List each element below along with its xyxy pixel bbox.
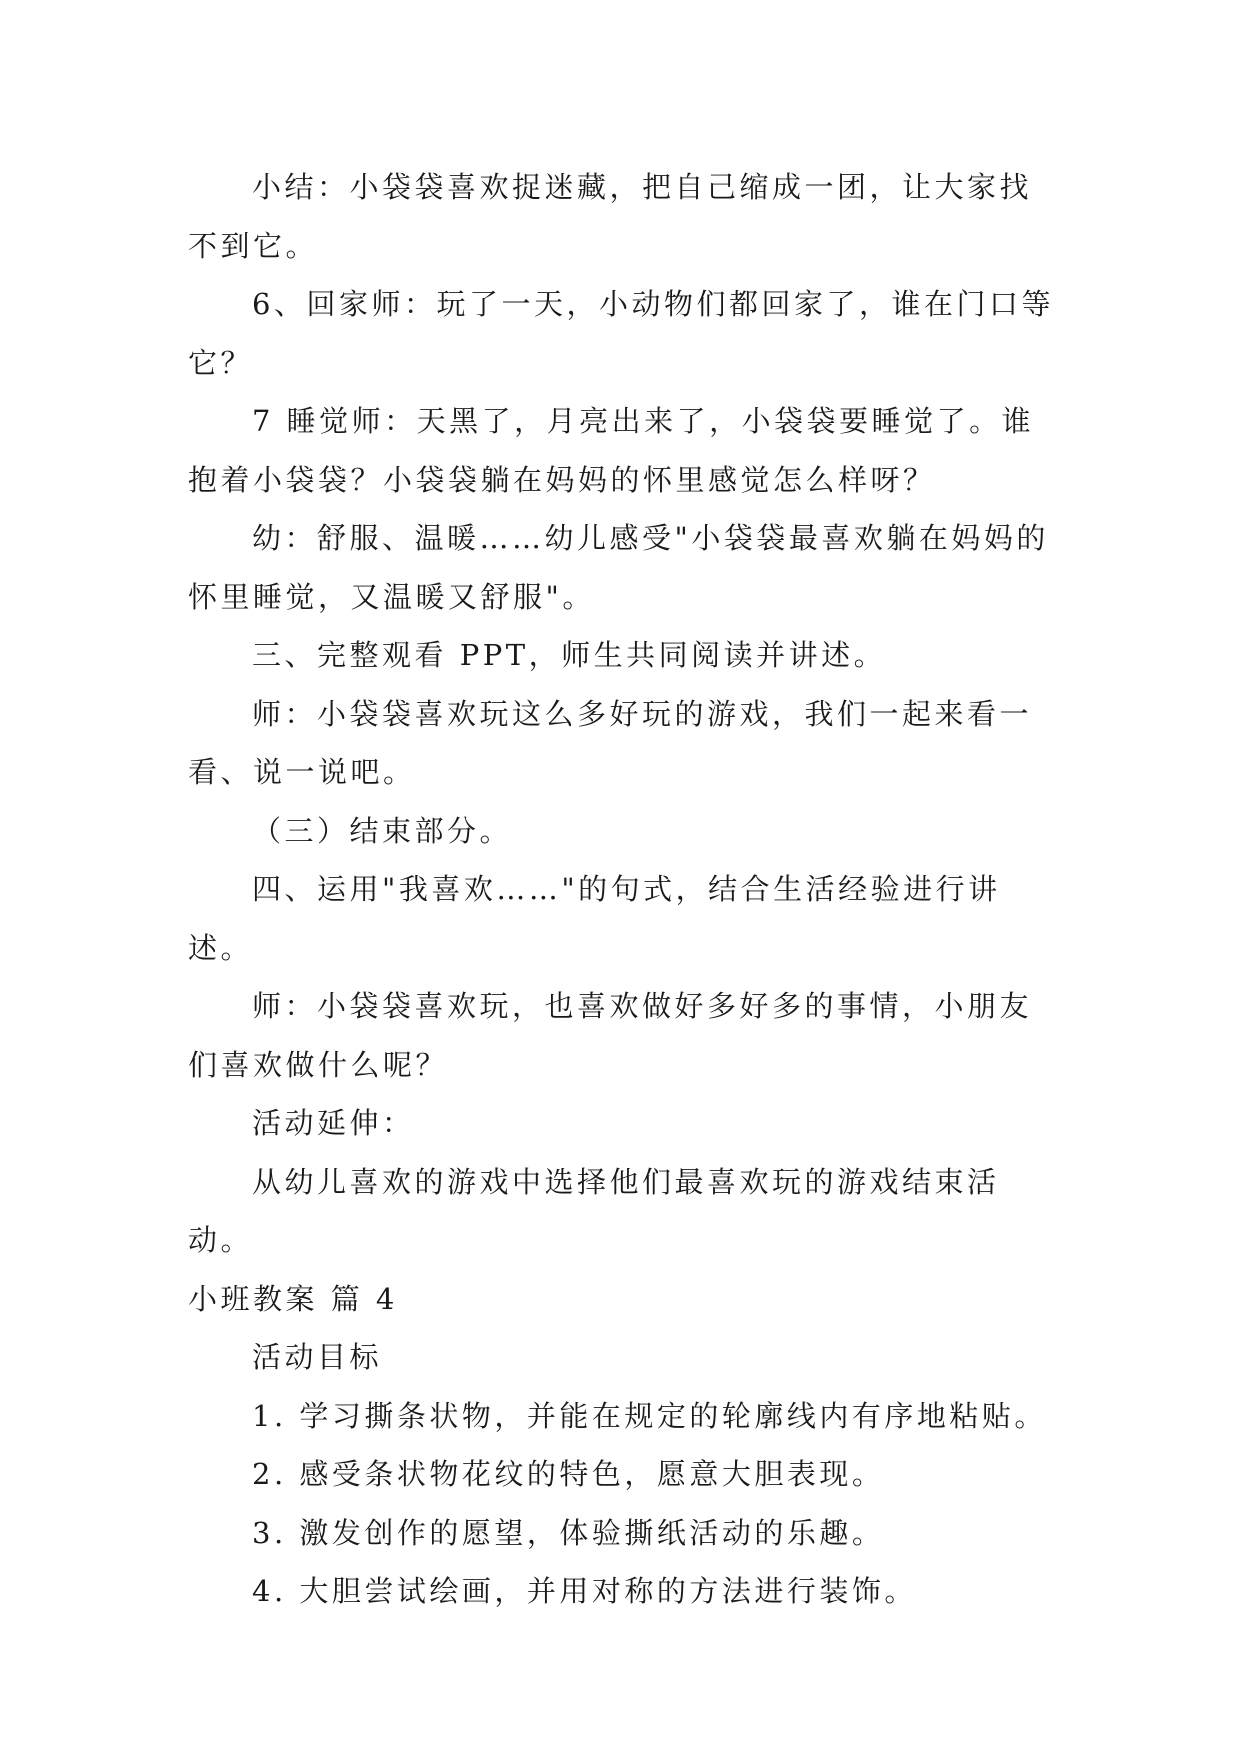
- goal-item-3: 3. 激发创作的愿望，体验撕纸活动的乐趣。: [252, 1515, 885, 1550]
- goals-heading: 活动目标: [252, 1340, 383, 1374]
- goal-item-4: 4. 大胆尝试绘画，并用对称的方法进行装饰。: [252, 1574, 917, 1608]
- paragraph-ending-part: （三）结束部分。: [252, 813, 513, 848]
- paragraph-section-three: 三、完整观看 PPT，师生共同阅读并讲述。: [252, 638, 887, 672]
- paragraph-teacher-reading: 师：小袋袋喜欢玩这么多好玩的游戏，我们一起来看一看、说一说吧。: [188, 696, 1033, 789]
- paragraph-section-four: 四、运用"我喜欢……"的句式，结合生活经验进行讲述。: [188, 872, 1001, 965]
- paragraph-child-response: 幼：舒服、温暖……幼儿感受"小袋袋最喜欢躺在妈妈的怀里睡觉，又温暖又舒服"。: [188, 521, 1049, 614]
- paragraph-extension-heading: 活动延伸：: [252, 1106, 415, 1140]
- document-body: [188, 158, 1058, 1621]
- goal-item-2: 2. 感受条状物花纹的特色，愿意大胆表现。: [252, 1457, 885, 1491]
- paragraph-extension-body: 从幼儿喜欢的游戏中选择他们最喜欢玩的游戏结束活动。: [188, 1164, 1000, 1257]
- goal-item-1: 1. 学习撕条状物，并能在规定的轮廓线内有序地粘贴。: [252, 1398, 1047, 1433]
- paragraph-summary: 小结：小袋袋喜欢捉迷藏，把自己缩成一团，让大家找不到它。: [188, 170, 1033, 263]
- paragraph-sleep: 7 睡觉师：天黑了，月亮出来了，小袋袋要睡觉了。谁抱着小袋袋？小袋袋躺在妈妈的怀里感觉怎么样呀？: [188, 404, 1035, 497]
- lesson-title: 小班教案 篇 4: [188, 1281, 398, 1316]
- paragraph-go-home: 6、回家师：玩了一天，小动物们都回家了，谁在门口等它？: [188, 287, 1054, 380]
- paragraph-teacher-question: 师：小袋袋喜欢玩，也喜欢做好多好多的事情，小朋友们喜欢做什么呢？: [188, 989, 1033, 1082]
